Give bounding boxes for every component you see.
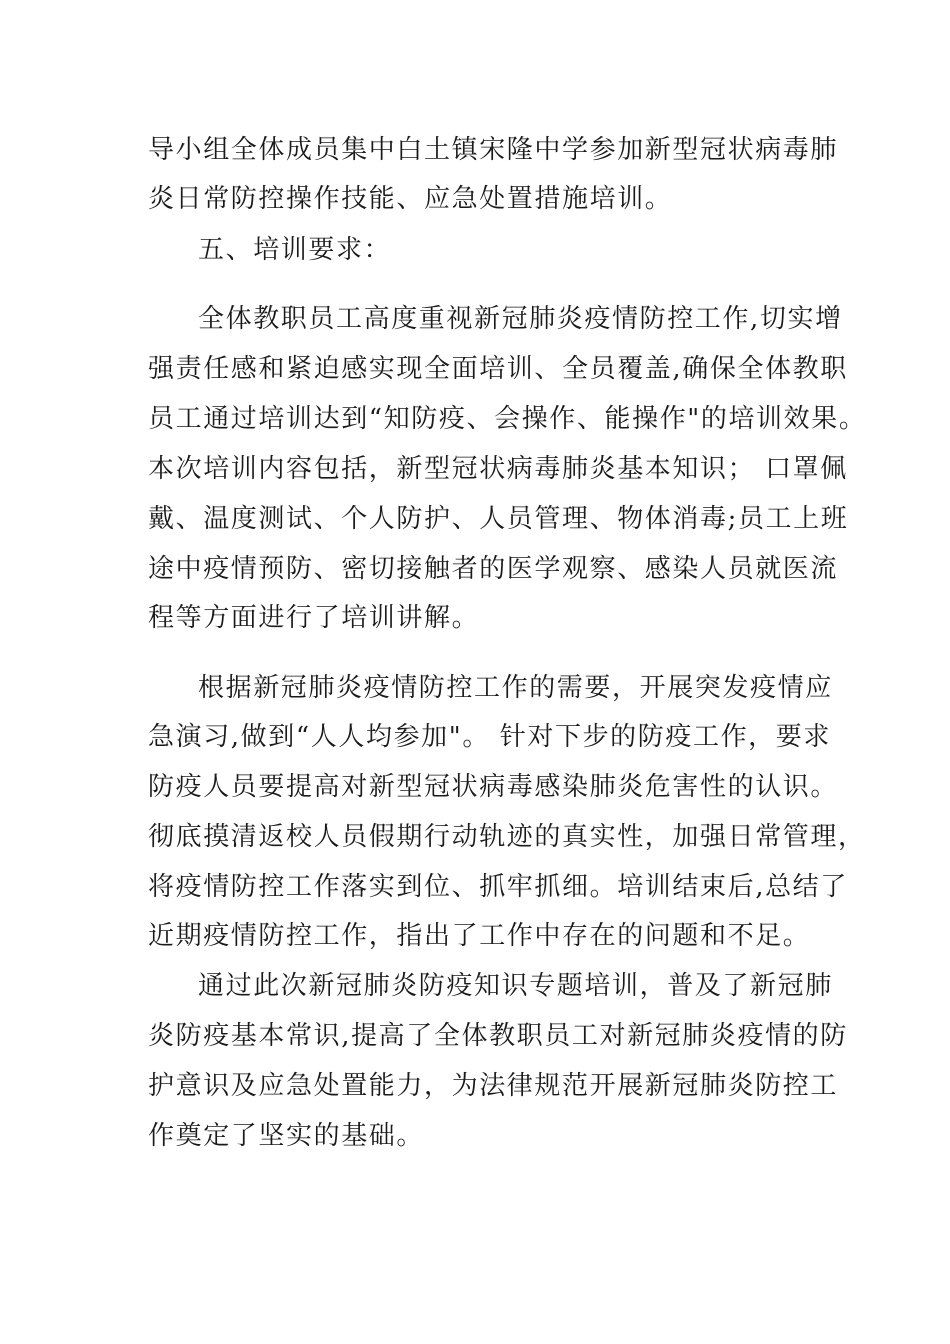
text-line: 根据新冠肺炎疫情防控工作的需要，开展突发疫情应	[198, 673, 833, 703]
text-line: 炎日常防控操作技能、应急处置措施培训。	[148, 184, 673, 214]
text-line: 炎防疫基本常识,提高了全体教职员工对新冠肺炎疫情的防	[148, 1021, 848, 1051]
section-heading: 五、培训要求：	[198, 235, 392, 265]
text-line: 防疫人员要提高对新型冠状病毒感染肺炎危害性的认识。	[148, 772, 839, 802]
text-line: 护意识及应急处置能力，为法律规范开展新冠肺炎防控工	[148, 1071, 839, 1101]
text-line: 彻底摸清返校人员假期行动轨迹的真实性，加强日常管理，	[148, 822, 866, 852]
text-line: 通过此次新冠肺炎防疫知识专题培训，普及了新冠肺	[198, 971, 833, 1001]
text-line: 导小组全体成员集中白土镇宋隆中学参加新型冠状病毒肺	[148, 135, 839, 165]
text-line: 员工通过培训达到“知防疫、会操作、能操作"的培训效果。	[148, 404, 867, 434]
text-line: 急演习,做到“人人均参加"。 针对下步的防疫工作，要求	[148, 722, 831, 752]
text-line: 作奠定了坚实的基础。	[148, 1121, 425, 1151]
text-line: 将疫情防控工作落实到位、抓牢抓细。培训结束后,总结了	[148, 872, 848, 902]
text-line: 戴、温度测试、个人防护、人员管理、物体消毒;员工上班	[148, 504, 849, 534]
text-line: 途中疫情预防、密切接触者的医学观察、感染人员就医流	[148, 554, 839, 584]
text-line: 本次培训内容包括，新型冠状病毒肺炎基本知识； 口罩佩	[148, 454, 848, 484]
text-line: 全体教职员工高度重视新冠肺炎疫情防控工作,切实增	[198, 304, 843, 334]
text-line: 近期疫情防控工作，指出了工作中存在的问题和不足。	[148, 921, 811, 951]
text-line: 强责任感和紧迫感实现全面培训、全员覆盖,确保全体教职	[148, 354, 848, 384]
text-line: 程等方面进行了培训讲解。	[148, 603, 480, 633]
